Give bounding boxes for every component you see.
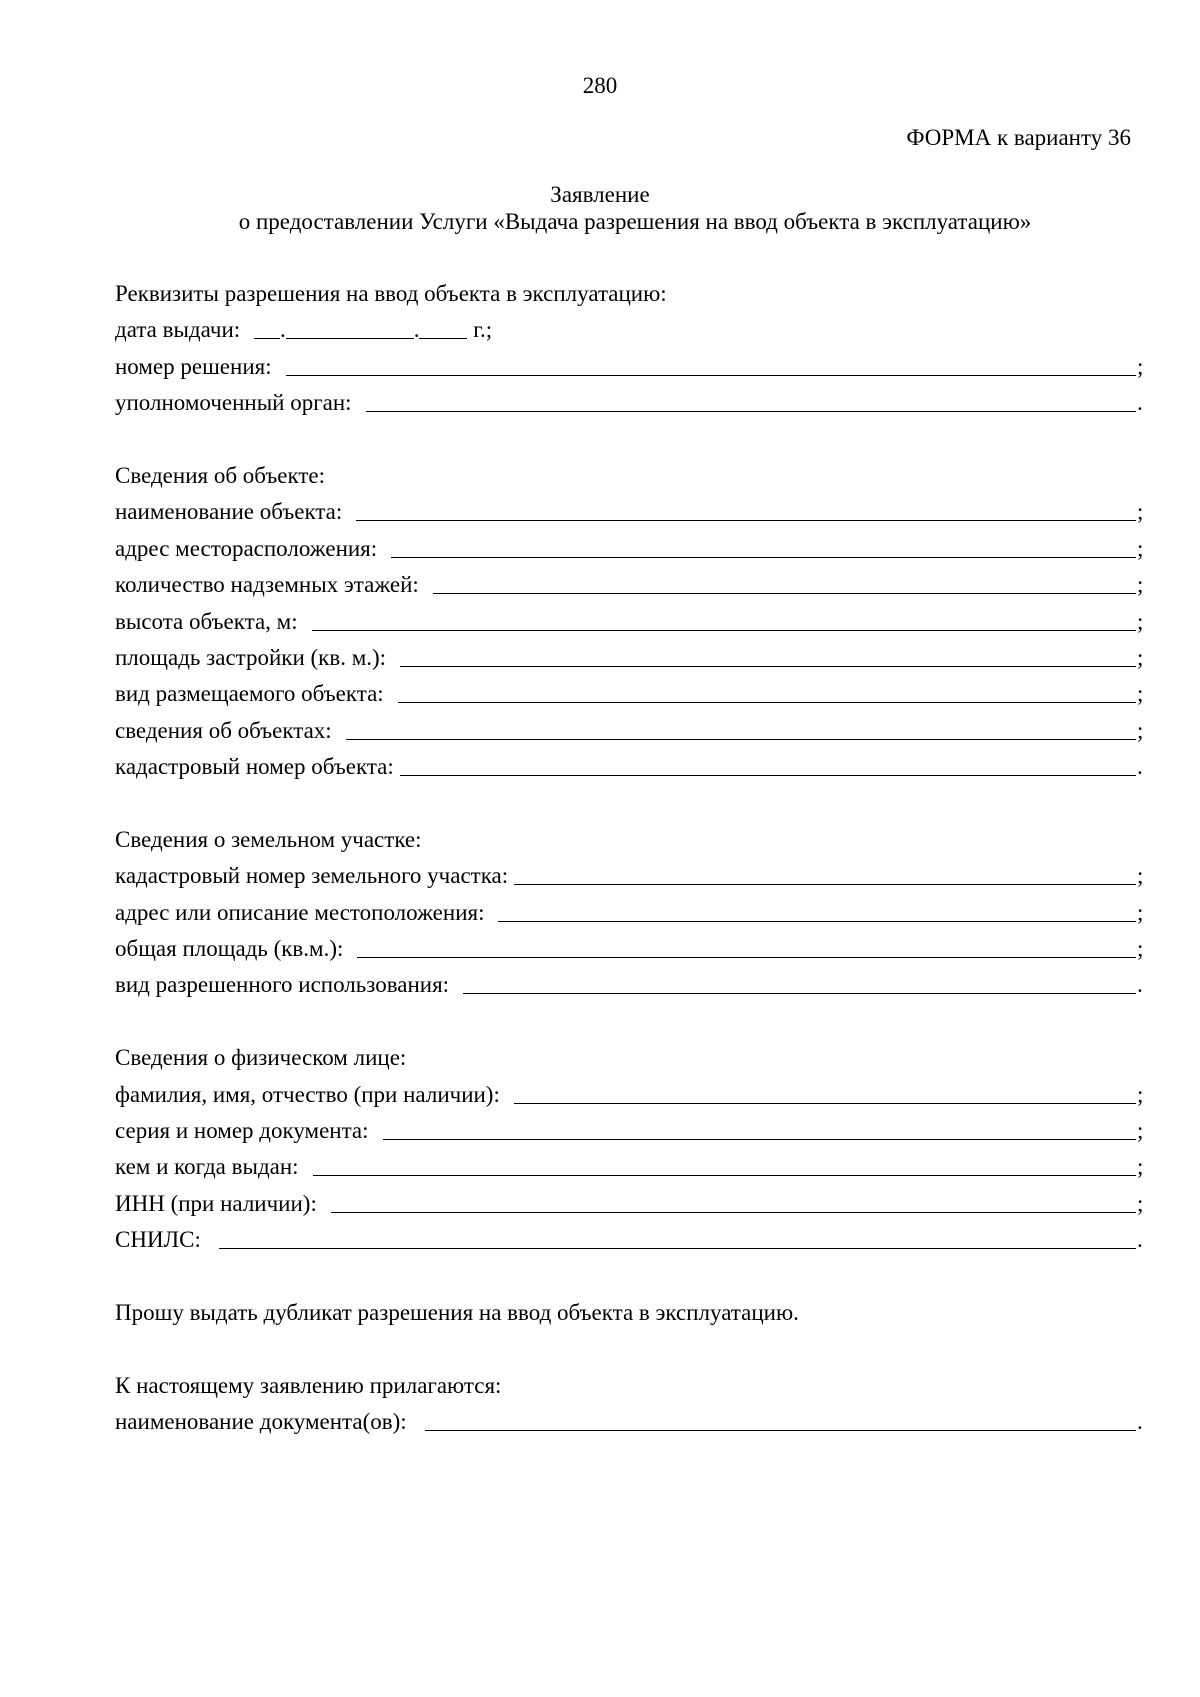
person-issued-row — [115, 1149, 1145, 1185]
object-cadastral-row — [115, 749, 1145, 785]
land-area-label: общая площадь (кв.м.): — [115, 936, 344, 962]
object-height-field[interactable] — [312, 608, 1136, 631]
object-area-label: площадь застройки (кв. м.): — [115, 644, 387, 670]
form-label: ФОРМА к варианту 36 — [906, 125, 1131, 150]
page-number: 280 — [582, 73, 618, 98]
land-address-label: адрес или описание местоположения: — [115, 899, 485, 925]
object-area-row — [115, 640, 1145, 676]
person-issued-label: кем и когда выдан: — [115, 1154, 299, 1180]
authority-label: уполномоченный орган: — [115, 390, 352, 416]
row-end-semicolon: ; — [1137, 936, 1144, 962]
attachments-heading: К настоящему заявлению прилагаются: — [115, 1372, 502, 1398]
row-end-semicolon: ; — [1137, 572, 1144, 598]
object-floors-row — [115, 567, 1145, 603]
authority-row — [115, 385, 1145, 421]
land-area-row — [115, 931, 1145, 967]
object-floors-field[interactable] — [433, 571, 1136, 594]
attachments-documents-label: наименование документа(ов): — [115, 1409, 407, 1435]
row-end-semicolon: ; — [1137, 644, 1144, 670]
object-area-field[interactable] — [400, 644, 1136, 667]
person-inn-row — [115, 1186, 1145, 1222]
issue-date-label: дата выдачи: — [115, 317, 241, 343]
person-inn-label: ИНН (при наличии): — [115, 1190, 317, 1216]
issue-date-row — [115, 312, 1145, 348]
person-section-heading: Сведения о физическом лице: — [115, 1045, 407, 1071]
row-end-semicolon: ; — [1137, 1117, 1144, 1143]
row-end-semicolon: ; — [1137, 1154, 1144, 1180]
object-type-label: вид размещаемого объекта: — [115, 681, 384, 707]
person-snils-row — [115, 1222, 1145, 1258]
attachments-documents-row — [115, 1404, 1145, 1440]
land-cadastral-row — [115, 858, 1145, 894]
attachments-documents-field[interactable] — [425, 1408, 1136, 1431]
permit-section-heading: Реквизиты разрешения на ввод объекта в эксплуатацию: — [115, 281, 667, 306]
form-body — [115, 276, 1145, 1441]
row-end-period: . — [1137, 390, 1143, 416]
authority-field[interactable] — [366, 389, 1136, 412]
row-end-period: . — [1137, 754, 1143, 780]
row-end-semicolon: ; — [1137, 863, 1144, 889]
document-title: Заявление — [550, 182, 650, 207]
objects-info-row — [115, 713, 1145, 749]
decision-number-field[interactable] — [286, 353, 1136, 376]
person-issued-field[interactable] — [313, 1153, 1136, 1176]
row-end-semicolon: ; — [1137, 535, 1144, 561]
document-subtitle: о предоставлении Услуги «Выдача разрешения на ввод объекта в эксплуатацию» — [238, 209, 1032, 234]
land-use-label: вид разрешенного использования: — [115, 972, 450, 998]
person-fio-field[interactable] — [514, 1081, 1136, 1104]
object-floors-label: количество надземных этажей: — [115, 572, 419, 598]
object-cadastral-field[interactable] — [400, 753, 1136, 776]
person-fio-label: фамилия, имя, отчество (при наличии): — [115, 1081, 500, 1107]
row-end-semicolon: ; — [1137, 717, 1144, 743]
land-cadastral-label: кадастровый номер земельного участка: — [115, 863, 509, 889]
row-end-period: . — [1137, 1227, 1143, 1253]
person-snils-field[interactable] — [219, 1226, 1136, 1249]
person-inn-field[interactable] — [331, 1190, 1136, 1213]
object-section-heading: Сведения об объекте: — [115, 462, 326, 488]
row-end-period: . — [1137, 1409, 1143, 1435]
land-section-heading: Сведения о земельном участке: — [115, 826, 422, 852]
issue-month-field[interactable] — [286, 316, 414, 339]
row-end-period: . — [1137, 972, 1143, 998]
land-address-field[interactable] — [498, 899, 1136, 922]
object-type-field[interactable] — [398, 680, 1136, 703]
year-suffix: г.; — [473, 317, 493, 343]
object-name-label: наименование объекта: — [115, 499, 343, 525]
person-document-label: серия и номер документа: — [115, 1117, 369, 1143]
row-end-semicolon: ; — [1137, 499, 1144, 525]
row-end-semicolon: ; — [1137, 608, 1144, 634]
object-address-row — [115, 531, 1145, 567]
row-end-semicolon: ; — [1137, 353, 1144, 379]
object-height-label: высота объекта, м: — [115, 608, 298, 634]
decision-number-label: номер решения: — [115, 353, 272, 379]
object-address-field[interactable] — [391, 535, 1136, 558]
objects-info-field[interactable] — [346, 717, 1136, 740]
object-cadastral-label: кадастровый номер объекта: — [115, 754, 394, 780]
object-name-field[interactable] — [356, 498, 1136, 521]
land-area-field[interactable] — [357, 935, 1136, 958]
person-fio-row — [115, 1077, 1145, 1113]
request-text: Прошу выдать дубликат разрешения на ввод объекта в эксплуатацию. — [115, 1299, 799, 1325]
object-name-row — [115, 494, 1145, 530]
person-document-field[interactable] — [383, 1117, 1136, 1140]
land-cadastral-field[interactable] — [514, 862, 1136, 885]
land-use-field[interactable] — [463, 971, 1136, 994]
date-separator: . — [413, 317, 420, 343]
land-address-row — [115, 895, 1145, 931]
row-end-semicolon: ; — [1137, 899, 1144, 925]
decision-number-row — [115, 349, 1145, 385]
row-end-semicolon: ; — [1137, 681, 1144, 707]
object-height-row — [115, 604, 1145, 640]
object-type-row — [115, 676, 1145, 712]
issue-day-field[interactable] — [254, 316, 280, 339]
land-use-row — [115, 967, 1145, 1003]
row-end-semicolon: ; — [1137, 1190, 1144, 1216]
issue-year-field[interactable] — [419, 316, 467, 339]
person-snils-label: СНИЛС: — [115, 1227, 201, 1253]
object-address-label: адрес месторасположения: — [115, 535, 378, 561]
date-separator: . — [279, 317, 286, 343]
person-document-row — [115, 1113, 1145, 1149]
row-end-semicolon: ; — [1137, 1081, 1144, 1107]
objects-info-label: сведения об объектах: — [115, 717, 332, 743]
